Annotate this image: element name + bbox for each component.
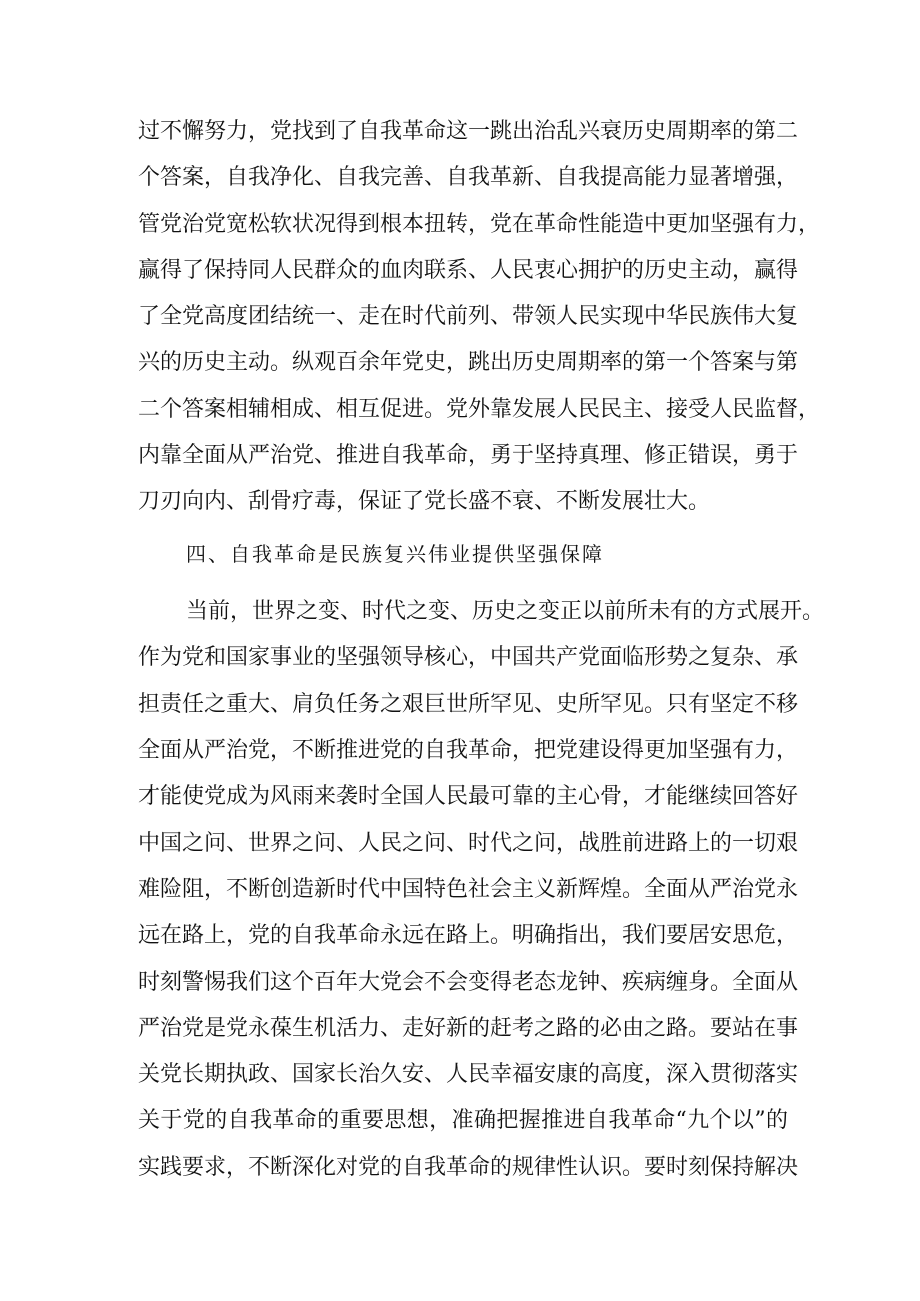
- paragraph2-line: 难险阻，不断创造新时代中国特色社会主义新辉煌。全面从严治党永: [138, 877, 799, 902]
- paragraph1-line: 兴的历史主动。纵观百余年党史，跳出历史周期率的第一个答案与第: [138, 350, 799, 375]
- paragraph2-line: 关党长期执政、国家长治久安、人民幸福安康的高度，深入贯彻落实: [138, 1062, 799, 1087]
- paragraph1-line: 赢得了保持同人民群众的血肉联系、人民衷心拥护的历史主动，赢得: [138, 258, 799, 283]
- paragraph1-line: 管党治党宽松软状况得到根本扭转，党在革命性能造中更加坚强有力，: [138, 212, 821, 237]
- paragraph2-line: 实践要求，不断深化对党的自我革命的规律性认识。要时刻保持解决: [138, 1155, 799, 1180]
- paragraph2-line: 中国之问、世界之问、人民之问、时代之问，战胜前进路上的一切艰: [138, 831, 799, 856]
- paragraph1-line: 了全党高度团结统一、走在时代前列、带领人民实现中华民族伟大复: [138, 304, 799, 329]
- paragraph2-line: 才能使党成为风雨来袭时全国人民最可靠的主心骨，才能继续回答好: [138, 784, 799, 809]
- paragraph1-line: 内靠全面从严治党、推进自我革命，勇于坚持真理、修正错误，勇于: [138, 443, 799, 468]
- paragraph2-line: 远在路上，党的自我革命永远在路上。明确指出，我们要居安思危，: [138, 923, 799, 948]
- paragraph2-line: 全面从严治党，不断推进党的自我革命，把党建设得更加坚强有力，: [138, 738, 799, 763]
- paragraph1-line: 过不懈努力，党找到了自我革命这一跳出治乱兴衰历史周期率的第二: [138, 119, 799, 144]
- paragraph2-line: 时刻警惕我们这个百年大党会不会变得老态龙钟、疾病缠身。全面从: [138, 970, 799, 995]
- paragraph2-line: 作为党和国家事业的坚强领导核心，中国共产党面临形势之复杂、承: [138, 645, 799, 670]
- paragraph2-line: 关于党的自我革命的重要思想，准确把握推进自我革命“九个以”的: [138, 1108, 788, 1133]
- paragraph1-line: 个答案，自我净化、自我完善、自我革新、自我提高能力显著增强，: [138, 165, 799, 190]
- section-heading: 四、自我革命是民族复兴伟业提供坚强保障: [186, 542, 604, 566]
- paragraph1-line: 刀刃向内、刮骨疗毒，保证了党长盛不衰、不断发展壮大。: [138, 489, 711, 514]
- paragraph2-line: 严治党是党永葆生机活力、走好新的赶考之路的必由之路。要站在事: [138, 1016, 799, 1041]
- paragraph2-line: 当前，世界之变、时代之变、历史之变正以前所未有的方式展开。: [186, 599, 825, 624]
- paragraph2-line: 担责任之重大、肩负任务之艰巨世所罕见、史所罕见。只有坚定不移: [138, 692, 799, 717]
- paragraph1-line: 二个答案相辅相成、相互促进。党外靠发展人民民主、接受人民监督，: [138, 397, 821, 422]
